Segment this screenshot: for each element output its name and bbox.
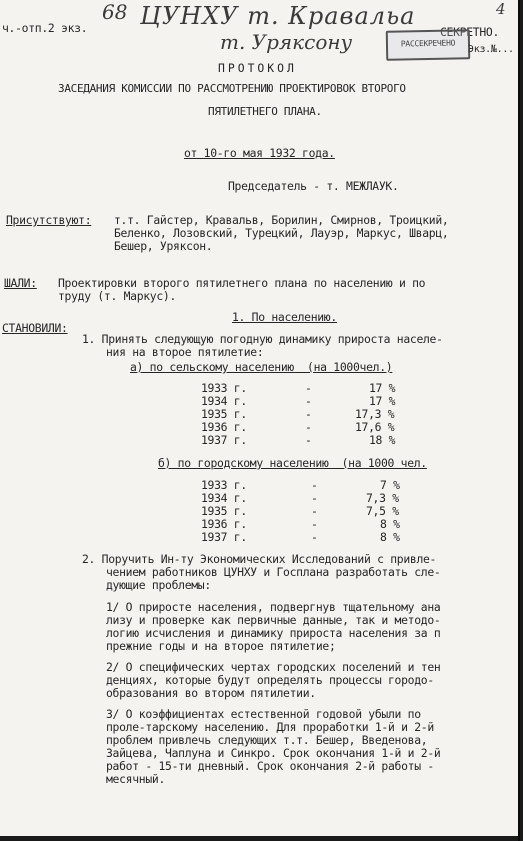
heard-line1: Проектировки второго пятилетнего плана по населению и по <box>58 276 426 290</box>
heard-label: ШАЛИ: <box>4 276 37 290</box>
row-dash: - <box>311 517 318 531</box>
row-year: 1937 г. <box>201 433 247 447</box>
rural-heading: а) по сельскому населению (на 1000чел.) <box>130 360 393 374</box>
para3-line1: 3/ О коэффициентах естественной годовой убыли по <box>106 707 421 721</box>
para3-line2: проле-тарскому населению. Для проработки 1-й и 2-й <box>106 720 434 734</box>
item1-line1: 1. Принять следующую погодную динамику прироста населе- <box>82 332 443 346</box>
secret-mark: СЕКРЕТНО. <box>440 25 500 39</box>
para2-line3: образования во втором пятилетии. <box>106 686 316 700</box>
row-dash: - <box>305 407 312 421</box>
row-value: 17,6 % <box>355 420 395 434</box>
para3-line5: работ - 15-ти дневный. Срок окончания 2-й работы - <box>106 759 434 773</box>
para3-line6: месячный. <box>106 772 166 786</box>
row-value: 7,5 % <box>366 504 399 518</box>
row-value: 18 % <box>369 433 396 447</box>
row-year: 1933 г. <box>201 478 247 492</box>
meeting-title-line2: ПЯТИЛЕТНЕГО ПЛАНА. <box>208 105 322 118</box>
handwritten-number: 68 <box>102 0 128 24</box>
protocol-title: ПРОТОКОЛ <box>218 61 297 75</box>
row-year: 1935 г. <box>201 504 247 518</box>
para2-line2: денциях, которые будут определять процессы городо- <box>106 673 434 687</box>
item2-line3: дующие проблемы: <box>106 578 211 592</box>
row-year: 1936 г. <box>201 517 247 531</box>
row-value: 8 % <box>380 530 400 544</box>
para1-line3: логию исчисления и динамику прироста населения за п <box>106 626 441 640</box>
row-value: 17,3 % <box>355 407 395 421</box>
row-dash: - <box>305 420 312 434</box>
meeting-title-line1: ЗАСЕДАНИЯ КОМИССИИ ПО РАССМОТРЕНИЮ ПРОЕКТИРОВОК ВТОРОГО <box>58 82 406 95</box>
heard-line2: труду (т. Маркус). <box>58 289 177 303</box>
handwritten-note-line2: т. Уряксону <box>220 30 353 54</box>
row-year: 1935 г. <box>201 407 247 421</box>
row-value: 8 % <box>380 517 400 531</box>
para2-line1: 2/ О специфических чертах городских поселений и тен <box>106 660 441 674</box>
row-value: 17 % <box>369 381 396 395</box>
row-year: 1933 г. <box>201 381 247 395</box>
row-year: 1937 г. <box>201 530 247 544</box>
present-line1: т.т. Гайстер, Кравальв, Борилин, Смирнов, Троицкий, <box>114 213 449 227</box>
para1-line2: лизу и проверке как первичные данные, так и методо- <box>106 613 441 627</box>
item1-line2: ния на второе пятилетие: <box>106 345 264 359</box>
para3-line3: проблем привлечь следующих т.т. Бешер, Введенова, <box>106 733 428 747</box>
item2-line2: чением работников ЦУНХУ и Госплана разработать сле- <box>106 565 441 579</box>
row-dash: - <box>311 478 318 492</box>
urban-heading: б) по городскому населению (на 1000 чел. <box>158 456 427 470</box>
row-value: 17 % <box>369 394 396 408</box>
present-line2: Беленко, Лозовский, Турецкий, Лауэр, Маркус, Шварц, <box>114 226 449 240</box>
row-year: 1934 г. <box>201 491 247 505</box>
para3-line4: Зайцева, Чаплуна и Синкро. Срок окончания 1-й и 2-й <box>106 746 441 760</box>
present-line3: Бешер, Уряксон. <box>114 239 213 253</box>
row-year: 1936 г. <box>201 420 247 434</box>
row-dash: - <box>305 381 312 395</box>
row-dash: - <box>311 530 318 544</box>
chairman-line: Председатель - т. МЕЖЛАУК. <box>228 179 399 193</box>
row-dash: - <box>305 394 312 408</box>
para1-line4: прежние годы и на второе пятилетие; <box>106 639 336 653</box>
section-heading: 1. По населению. <box>232 310 337 324</box>
row-value: 7 % <box>380 478 400 492</box>
scan-edge <box>518 0 520 841</box>
row-dash: - <box>305 433 312 447</box>
page-number: 4 <box>496 0 506 18</box>
row-value: 7,3 % <box>366 491 399 505</box>
decided-label: СТАНОВИЛИ: <box>2 321 68 335</box>
handwritten-note-line1: ЦУНХУ т. Кравальа <box>140 2 416 30</box>
meeting-date: от 10-го мая 1932 года. <box>184 146 335 160</box>
row-year: 1934 г. <box>201 394 247 408</box>
copy-number-ref: Экз.№... <box>468 44 514 55</box>
item2-line1: 2. Поручить Ин-ту Экономических Исследований с привле- <box>82 552 437 566</box>
present-label: Присутствуют: <box>6 213 92 227</box>
row-dash: - <box>311 491 318 505</box>
declassified-stamp: РАССЕКРЕЧЕНО <box>386 29 471 60</box>
para1-line1: 1/ О приросте населения, подвергнув тщательному ана <box>106 600 441 614</box>
copy-count-note: ч.-отп.2 экз. <box>2 21 88 35</box>
row-dash: - <box>311 504 318 518</box>
